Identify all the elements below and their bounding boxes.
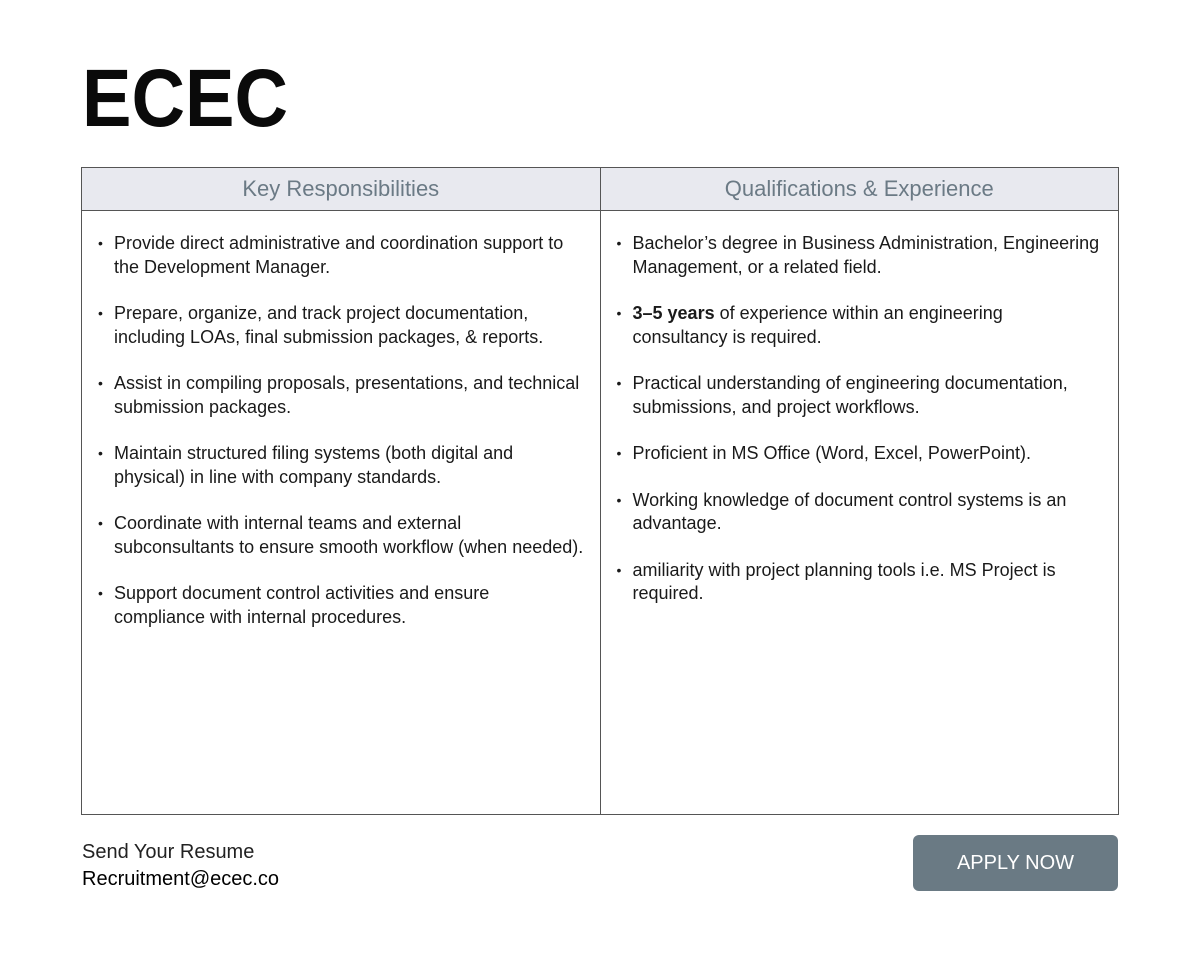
bullet-icon: • xyxy=(98,445,103,461)
bullet-icon: • xyxy=(616,445,622,461)
logo-text: ECEC xyxy=(82,62,288,134)
bullet-icon: • xyxy=(98,375,103,391)
send-resume-label: Send Your Resume xyxy=(82,841,255,863)
list-item: • Provide direct administrative and coordination support to the Development Manager. xyxy=(98,233,564,277)
list-item: • Working knowledge of document control systems is an advantage. xyxy=(616,489,1067,533)
bullet-icon: • xyxy=(616,375,622,391)
bullet-icon: • xyxy=(616,491,622,508)
apply-now-button[interactable]: APPLY NOW xyxy=(913,835,1118,891)
list-item: • Coordinate with internal teams and external subconsultants to ensure smooth workflow (when needed). xyxy=(98,513,584,557)
list-item: • Bachelor’s degree in Business Administration, Engineering Management, or a related field. xyxy=(616,233,1100,277)
list-item: • Support document control activities and ensure compliance with internal procedures. xyxy=(98,583,490,627)
responsibilities-column xyxy=(82,168,600,814)
list-item: • Assist in compiling proposals, presentations, and technical submission packages. xyxy=(98,373,580,417)
job-details-table xyxy=(81,167,1119,815)
recruitment-email-link[interactable]: Recruitment@ecec.co xyxy=(82,868,280,890)
list-item: • Prepare, organize, and track project documentation, including LOAs, final submission packages, & reports. xyxy=(98,303,544,347)
bullet-icon: • xyxy=(98,585,103,601)
list-item: • amiliarity with project planning tools i.e. MS Project is required. xyxy=(616,559,1056,603)
column-header: Qualifications & Experience xyxy=(601,168,1119,211)
ecec-logo xyxy=(80,62,292,134)
list-item: • Practical understanding of engineering documentation, submissions, and project workflows. xyxy=(616,373,1068,417)
qualifications-column xyxy=(600,168,1119,814)
responsibilities-list xyxy=(82,211,600,652)
bullet-icon: • xyxy=(98,515,103,531)
list-item: • Maintain structured filing systems (both digital and physical) in line with company standards. xyxy=(98,443,514,487)
bullet-icon: • xyxy=(616,305,622,321)
bullet-icon: • xyxy=(616,561,622,578)
bullet-icon: • xyxy=(98,305,103,321)
list-item: • Proficient in MS Office (Word, Excel, PowerPoint). xyxy=(617,442,1103,466)
column-header: Key Responsibilities xyxy=(82,168,600,211)
bullet-icon: • xyxy=(98,235,103,251)
list-item: • 3–5 years of experience within an engineering consultancy is required. xyxy=(616,303,1003,347)
bullet-icon: • xyxy=(616,235,622,251)
qualifications-list xyxy=(601,211,1119,629)
